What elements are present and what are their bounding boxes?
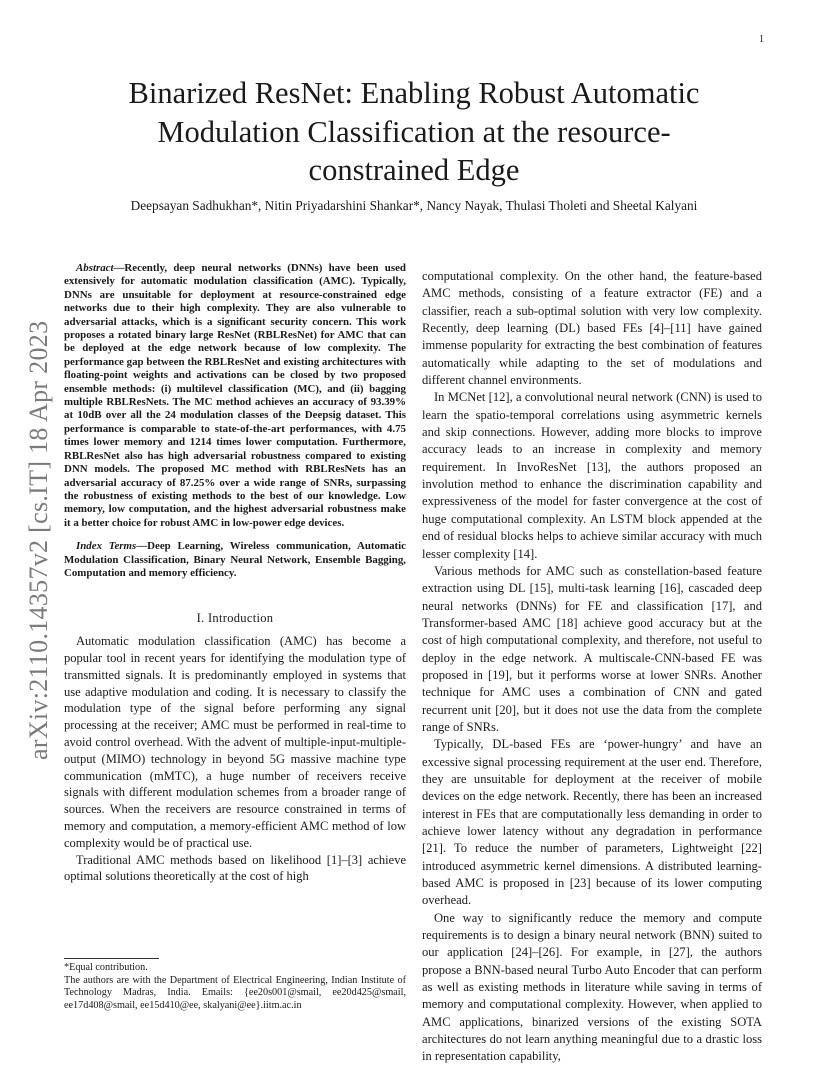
footnote-equal-contribution: *Equal contribution.: [64, 962, 148, 973]
footnotes: [64, 962, 406, 1012]
index-terms: [64, 540, 406, 580]
paragraph: Various methods for AMC such as constellation-based feature extraction using DL [15], multi-task learning [16], cascaded deep neural networks (DNNs) for FE and classification [17], and Transformer-based AMC [18] achieve good accuracy but at the cost of high computational complexity, and therefore, not useful to deploy in the edge network. A multiscale-CNN-based FE was proposed in [19], but it performs worse at lower SNRs. Another technique for AMC uses a combination of CNN and gated recurrent unit [20], but it does not use the data from the complete range of SNRs.: [422, 563, 762, 734]
paragraph: In MCNet [12], a convolutional neural network (CNN) is used to learn the spatio-temporal correlations using asymmetric kernels and skip connections. However, adding more blocks to improve accuracy leads to an increase in complexity and memory requirement. In InvoResNet [13], the authors proposed an involution method to enhance the discrimination capability and expressiveness of the model for faster convergence at the cost of huge computational complexity. An LSTM block appended at the end of residual blocks helps to achieve similar accuracy with much lesser complexity [14].: [422, 390, 762, 561]
index-terms-text: —Deep Learning, Wireless communication, Automatic Modulation Classification, Binary Neural Network, Ensemble Bagging, Computation and memory efficiency.: [64, 540, 406, 579]
arxiv-identifier: arXiv:2110.14357v2 [cs.IT] 18 Apr 2023: [24, 320, 53, 760]
paragraph: computational complexity. On the other hand, the feature-based AMC methods, consisting of a feature extractor (FE) and a classifier, reach a sub-optimal solution with very low complexity. Recently, deep learning (DL) based FEs [4]–[11] have gained immense popularity for extracting the best combination of features automatically while adapting to the set of modulations and different channel environments.: [422, 269, 762, 388]
section-heading-introduction: I. Introduction: [196, 611, 274, 626]
paragraph: One way to significantly reduce the memory and compute requirements is to design a binary neural network (BNN) suited to our application [24]–[26]. For example, in [27], the authors propose a BNN-based neural Turbo Auto Encoder that can perform as well as existing methods in literature while saving in terms of memory and computational complexity. However, when applied to AMC applications, binarized versions of the existing SOTA architectures do not learn anything meaningful due to a drastic loss in representation capability,: [422, 910, 762, 1064]
footnote-affiliation: The authors are with the Department of Electrical Engineering, Indian Institute of Technology Madras, India. Emails: {ee20s001@smail, ee20d425@smail, ee17d408@smail, ee15d410@ee, skalyani@ee}.iitm.ac.in: [64, 974, 406, 1011]
author-list: Deepsayan Sadhukhan*, Nitin Priyadarshini Shankar*, Nancy Nayak, Thulasi Tholeti and Sheetal Kalyani: [130, 198, 698, 213]
page-number: 1: [759, 34, 764, 45]
paragraph: Traditional AMC methods based on likelihood [1]–[3] achieve optimal solutions theoretically at the cost of high: [64, 852, 406, 884]
paragraph: Typically, DL-based FEs are ‘power-hungry’ and have an excessive signal processing requirement at the user end. Therefore, they are unsuitable for deployment at the receiver of mobile devices on the edge network. Recently, there has been an increased interest in FEs that are computationally less demanding in order to achieve lower latency without any degradation in performance [21]. To reduce the number of parameters, Lightweight [22] introduced asymmetric kernel dimensions. A distributed learning-based AMC is proposed in [23] because of its lower computing overhead.: [422, 737, 762, 908]
right-column: [422, 268, 762, 1066]
paper-title: Binarized ResNet: Enabling Robust Automatic Modulation Classification at the resource-constrained Edge: [128, 76, 700, 187]
left-column: [64, 262, 406, 885]
abstract-label: Abstract: [76, 262, 114, 274]
paragraph: Automatic modulation classification (AMC) has become a popular tool in recent years for identifying the modulation type of transmitted signals. It is predominantly employed in systems that use adaptive modulation and coding. It is necessary to classify the modulation type of the signal before performing any signal processing at the receiver; AMC must be performed in real-time to avoid control overhead. With the advent of multiple-input-multiple-output (MIMO) technology in beyond 5G massive machine type communication (mMTC), a huge number of receivers receive signals with different modulation schemes from a broader range of sources. When the receivers are resource constrained in terms of memory and computation, a memory-efficient AMC method of low complexity would be of practical use.: [64, 634, 406, 850]
abstract-text: —Recently, deep neural networks (DNNs) have been used extensively for automatic modulation classification (AMC). Typically, DNNs are unsuitable for deployment at resource-constrained edge networks due to their high complexity. They are also vulnerable to adversarial attacks, which is a significant security concern. This work proposes a rotated binary large ResNet (RBLResNet) for AMC that can be deployed at the edge network because of low complexity. The performance gap between the RBLResNet and existing architectures with floating-point weights and activations can be closed by two proposed ensemble methods: (i) multilevel classification (MC), and (ii) bagging multiple RBLResNets. The MC method achieves an accuracy of 93.39% at 10dB over all the 24 modulation classes of the Deepsig dataset. This performance is comparable to state-of-the-art performances, with 4.75 times lower memory and 1214 times lower computation. Furthermore, RBLResNet also has high adversarial robustness compared to existing DNN models. The proposed MC method with RBLResNets has an adversarial accuracy of 87.25% over a wide range of SNRs, surpassing the robustness of existing methods to the best of our knowledge. Low memory, low computation, and the highest adversarial robustness make it a better choice for robust AMC in low-power edge devices.: [64, 262, 406, 529]
index-terms-label: Index Terms: [76, 540, 137, 553]
abstract: [64, 262, 406, 530]
